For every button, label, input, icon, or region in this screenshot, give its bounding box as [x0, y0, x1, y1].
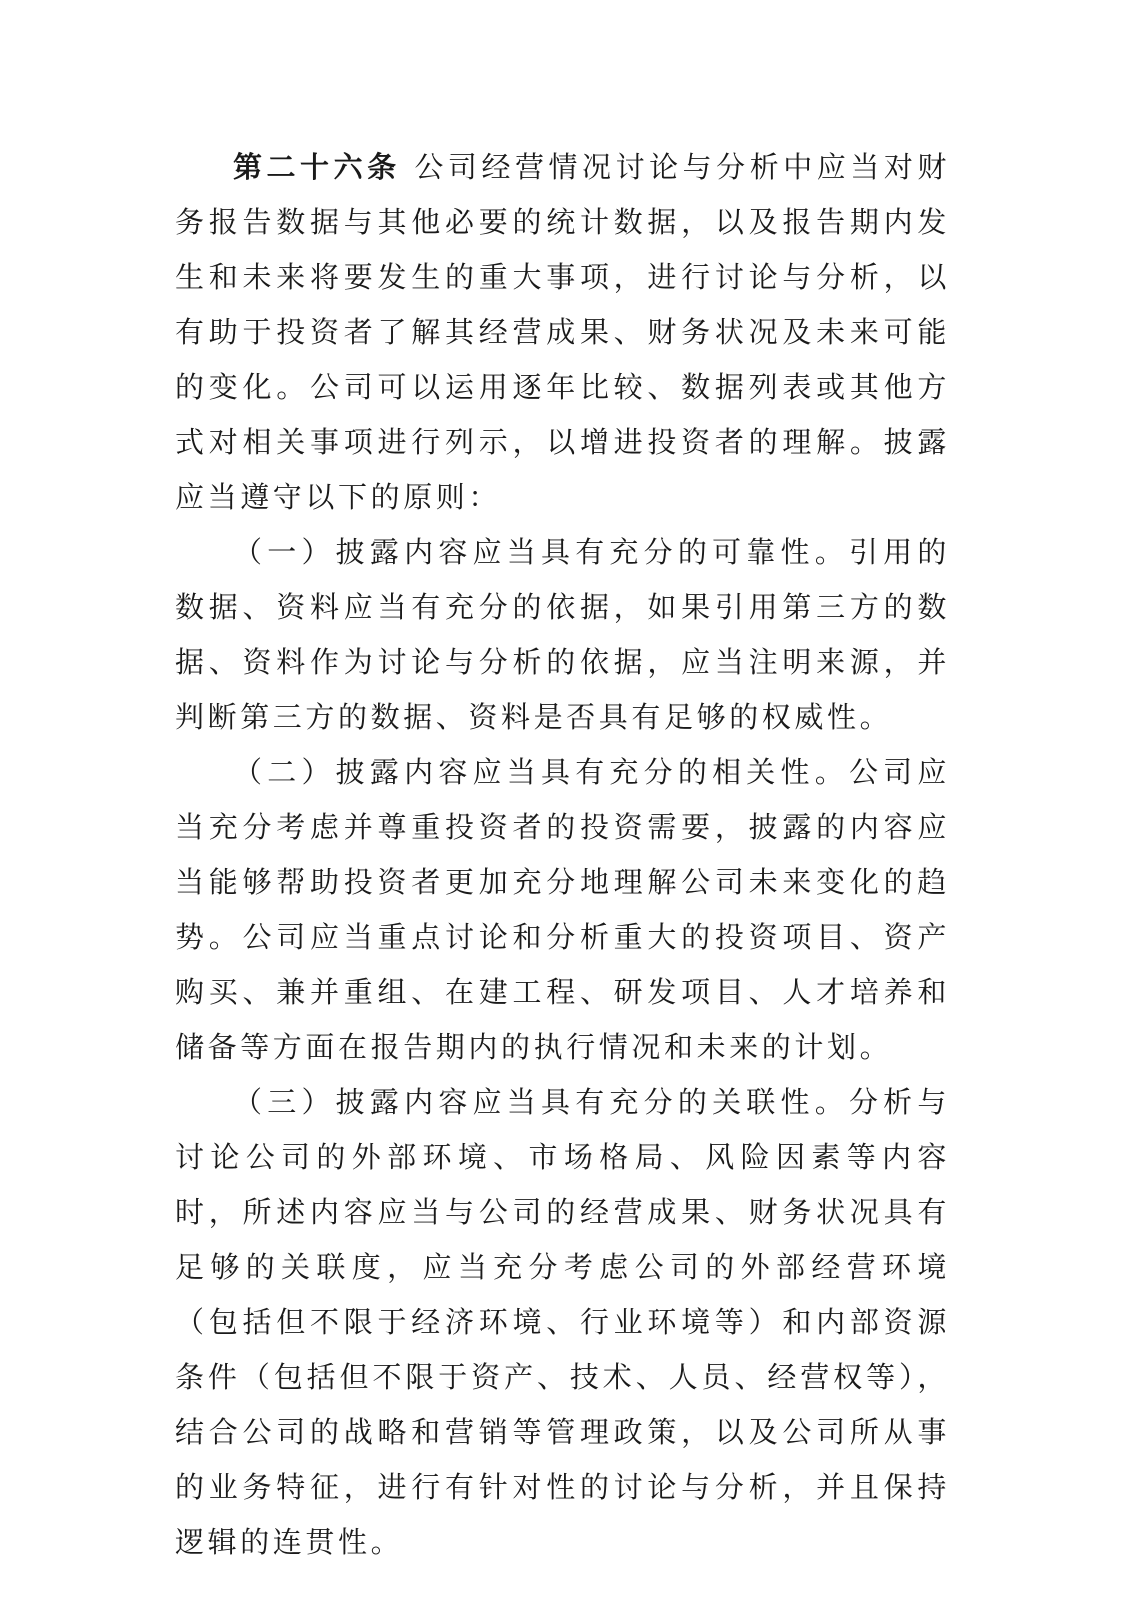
article-paragraph — [175, 140, 950, 525]
principle-paragraph-1: （一）披露内容应当具有充分的可靠性。引用的数据、资料应当有充分的依据，如果引用第三方的数据、资料作为讨论与分析的依据，应当注明来源，并判断第三方的数据、资料是否具有足够的权威性。 — [175, 535, 950, 734]
article-heading: 第二十六条 — [233, 150, 401, 184]
principle-paragraph-2: （二）披露内容应当具有充分的相关性。公司应当充分考虑并尊重投资者的投资需要，披露的内容应当能够帮助投资者更加充分地理解公司未来变化的趋势。公司应当重点讨论和分析重大的投资项目、资产购买、兼并重组、在建工程、研发项目、人才培养和储备等方面在报告期内的执行情况和未来的计划。 — [175, 755, 950, 1064]
document-body — [175, 140, 950, 1570]
principle-paragraph-3: （三）披露内容应当具有充分的关联性。分析与讨论公司的外部环境、市场格局、风险因素等内容时，所述内容应当与公司的经营成果、财务状况具有足够的关联度，应当充分考虑公司的外部经营环境（包括但不限于经济环境、行业环境等）和内部资源条件（包括但不限于资产、技术、人员、经营权等），结合公司的战略和营销等管理政策，以及公司所从事的业务特征，进行有针对性的讨论与分析，并且保持逻辑的连贯性。 — [175, 1085, 950, 1559]
article-intro: 公司经营情况讨论与分析中应当对财务报告数据与其他必要的统计数据，以及报告期内发生和未来将要发生的重大事项，进行讨论与分析，以有助于投资者了解其经营成果、财务状况及未来可能的变化。公司可以运用逐年比较、数据列表或其他方式对相关事项进行列示，以增进投资者的理解。披露应当遵守以下的原则： — [175, 150, 950, 514]
